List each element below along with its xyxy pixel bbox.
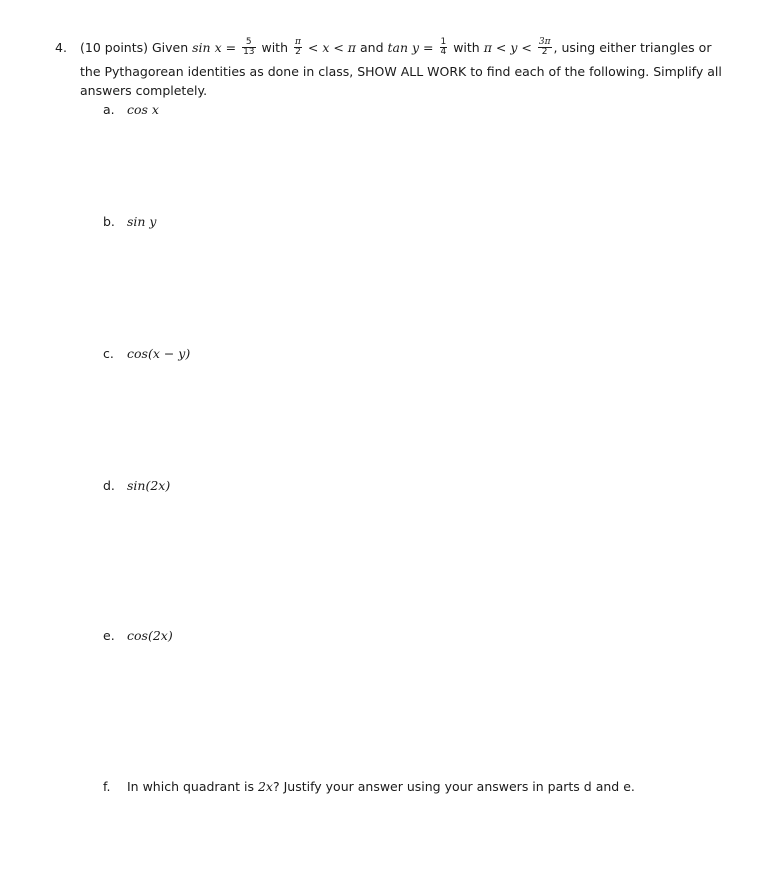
- part-a-label: a.: [103, 102, 115, 117]
- and-text: and: [360, 40, 388, 55]
- x-inequality: < x < π: [303, 40, 360, 55]
- with-text-2: with: [449, 40, 484, 55]
- part-f-suffix: ? Justify your answer using your answers in parts d and e.: [273, 779, 635, 794]
- fraction-5-13: $\frac{5}{13}$: [243, 37, 255, 57]
- part-d-label: d.: [103, 478, 115, 493]
- part-d: [103, 477, 170, 495]
- question-line-3: answers completely.: [80, 83, 208, 98]
- part-b-expr: sin y: [127, 214, 157, 229]
- question-intro: (10 points) Given: [80, 40, 193, 55]
- fraction-1-4: $\frac{1}{4}$: [440, 37, 447, 57]
- part-e-expr: cos(2x): [127, 628, 173, 643]
- part-f-expr: 2x: [257, 779, 273, 794]
- part-e: [103, 627, 173, 645]
- question-line-1: [55, 39, 711, 58]
- comma: ,: [553, 40, 558, 55]
- with-text-1: with: [257, 40, 292, 55]
- part-f-label: f.: [103, 779, 111, 794]
- part-a-expr: cos x: [127, 102, 159, 117]
- line-1-tail: using either triangles or: [557, 40, 712, 55]
- part-f: [103, 778, 635, 796]
- fraction-3pi-2: $\frac{3\pi}{2}$: [538, 37, 551, 57]
- question-line-2: the Pythagorean identities as done in class, SHOW ALL WORK to find each of the following. Simplify all: [80, 64, 722, 79]
- fraction-pi-2: $\frac{\pi}{2}$: [294, 37, 301, 57]
- question-number: 4.: [55, 40, 67, 55]
- part-d-expr: sin(2x): [127, 478, 171, 493]
- part-b: [103, 213, 157, 231]
- part-a: [103, 101, 159, 119]
- part-c-label: c.: [103, 346, 114, 361]
- part-f-prefix: In which quadrant is: [127, 779, 258, 794]
- part-c: [103, 345, 190, 363]
- part-b-label: b.: [103, 214, 115, 229]
- tan-y-expr: tan y =: [387, 40, 434, 55]
- sin-x-expr: sin x =: [192, 40, 237, 55]
- y-inequality: π < y <: [483, 40, 532, 55]
- part-c-expr: cos(x − y): [127, 346, 191, 361]
- part-e-label: e.: [103, 628, 115, 643]
